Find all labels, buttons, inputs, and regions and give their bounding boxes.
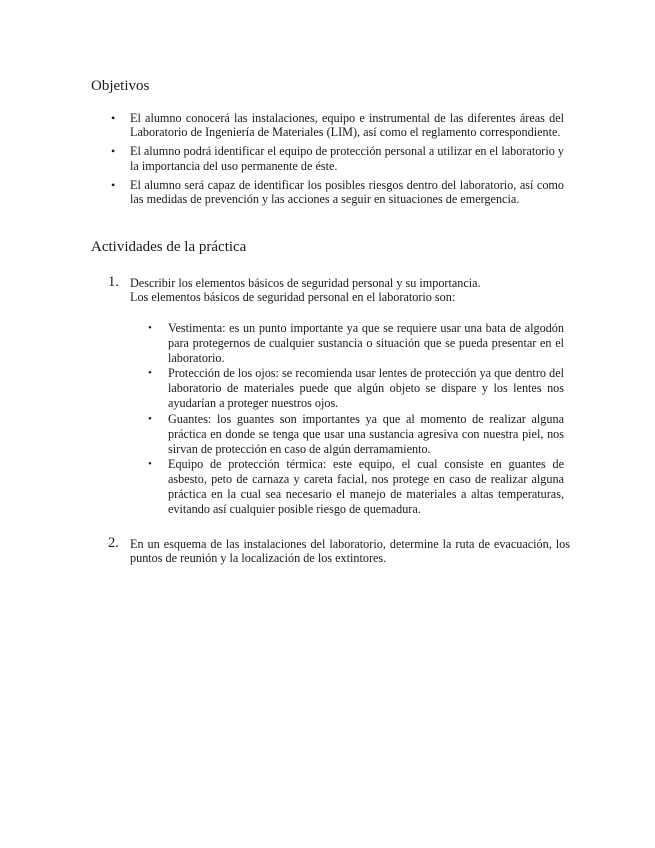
seguridad-text: Vestimenta: es un punto importante ya que se requiere usar una bata de algodón para protegernos de cualquier sustancia o situación que se pueda presentar en el laboratorio. xyxy=(168,321,564,366)
activity-1 xyxy=(108,274,566,305)
seguridad-item xyxy=(148,321,564,366)
objetivo-text: El alumno podrá identificar el equipo de protección personal a utilizar en el laboratorio y la importancia del uso permanente de éste. xyxy=(130,144,564,173)
seguridad-text: Protección de los ojos: se recomienda usar lentes de protección ya que dentro del laboratorio de materiales puede que algún objeto se dispare y los lentes nos ayudarían a proteger nuestros ojos. xyxy=(168,366,564,411)
seguridad-text: Guantes: los guantes son importantes ya que al momento de realizar alguna práctica en donde se tenga que usar una sustancia agresiva con nuestra piel, nos sirvan de protección en caso de algún derramamiento. xyxy=(168,411,564,456)
bullet-icon: • xyxy=(148,322,152,334)
bullet-icon: • xyxy=(111,177,116,192)
bullet-icon: • xyxy=(111,111,116,125)
objetivo-item xyxy=(111,144,564,173)
bullet-icon: • xyxy=(111,144,116,159)
seguridad-item xyxy=(148,411,564,457)
bullet-icon: • xyxy=(148,412,152,425)
objetivo-text: El alumno conocerá las instalaciones, equipo e instrumental de las diferentes áreas del Laboratorio de Ingeniería de Materiales (LIM), así como el reglamento correspondiente. xyxy=(130,111,564,140)
activity-2 xyxy=(108,535,570,566)
bullet-icon: • xyxy=(148,457,152,470)
bullet-icon: • xyxy=(148,367,152,380)
objetivos-heading: Objetivos xyxy=(91,78,150,94)
seguridad-item xyxy=(148,366,564,411)
objetivos-list xyxy=(111,111,564,211)
activity-1-instruction: Describir los elementos básicos de seguridad personal y su importancia. xyxy=(130,276,481,290)
objetivo-item xyxy=(111,111,564,140)
objetivo-item xyxy=(111,177,564,207)
objetivo-text: El alumno será capaz de identificar los posibles riesgos dentro del laboratorio, así como las medidas de prevención y las acciones a seguir en situaciones de emergencia. xyxy=(130,177,564,207)
actividades-heading: Actividades de la práctica xyxy=(91,239,247,255)
seguridad-item xyxy=(148,456,564,517)
activity-1-intro: Los elementos básicos de seguridad personal en el laboratorio son: xyxy=(130,290,456,305)
activity-number: 1. xyxy=(108,274,119,290)
activity-number: 2. xyxy=(108,535,119,551)
activity-2-instruction: En un esquema de las instalaciones del laboratorio, determine la ruta de evacuación, los puntos de reunión y la localización de los extintores. xyxy=(130,537,570,566)
seguridad-text: Equipo de protección térmica: este equipo, el cual consiste en guantes de asbesto, peto de carnaza y careta facial, nos protege en caso de realizar alguna práctica en la cual sea necesario el manejo de materiales a altas temperaturas, evitando así cualquier posible riesgo de quemadura. xyxy=(168,456,564,517)
seguridad-list xyxy=(148,321,564,517)
